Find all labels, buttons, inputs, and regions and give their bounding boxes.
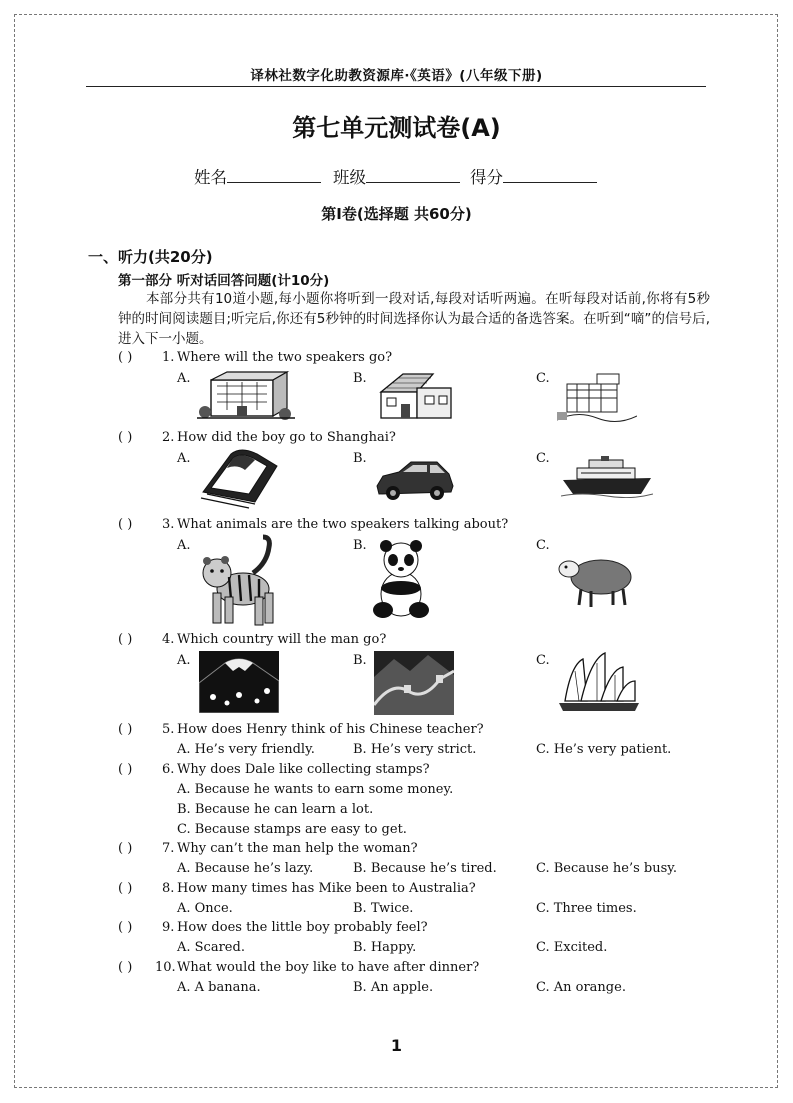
- question-text: Where will the two speakers go?: [177, 350, 393, 365]
- hospital-building-icon[interactable]: [197, 370, 295, 422]
- question-number: 6.: [162, 762, 175, 777]
- option-letter: A.: [177, 538, 191, 553]
- question-text: What animals are the two speakers talking about?: [177, 517, 509, 532]
- question-number: 7.: [162, 841, 175, 856]
- option-b[interactable]: B. Twice.: [353, 901, 414, 916]
- section-title: 一、听力(共20分): [88, 248, 213, 266]
- option-a[interactable]: A. A banana.: [177, 980, 261, 995]
- question-number: 1.: [162, 350, 175, 365]
- option-letter: B.: [353, 538, 367, 553]
- option-a[interactable]: A. Because he wants to earn some money.: [177, 782, 454, 797]
- name-field[interactable]: [194, 164, 321, 188]
- answer-bracket[interactable]: ( ): [118, 881, 133, 896]
- option-c[interactable]: C. Because stamps are easy to get.: [177, 822, 407, 837]
- question-text: How many times has Mike been to Australia?: [177, 881, 476, 896]
- option-letter: B.: [353, 371, 367, 386]
- mount-fuji-icon[interactable]: [199, 651, 279, 713]
- great-wall-icon[interactable]: [374, 651, 454, 715]
- option-c[interactable]: C. Three times.: [536, 901, 637, 916]
- option-c[interactable]: C. Excited.: [536, 940, 608, 955]
- class-blank[interactable]: [366, 168, 460, 183]
- section-subtitle: 第一部分 听对话回答问题(计10分): [118, 273, 330, 289]
- car-icon[interactable]: [375, 456, 455, 502]
- question-text: What would the boy like to have after dinner?: [177, 960, 480, 975]
- option-a[interactable]: A. Because he’s lazy.: [177, 861, 314, 876]
- section-instructions: 本部分共有10道小题,每小题你将听到一段对话,每段对话听两遍。在听每段对话前,你将有5秒钟的时间阅读题目;听完后,你还有5秒钟的时间选择你认为最合适的备选答案。在听到“嘀”的信号后,进入下一小题。: [118, 291, 710, 347]
- question-number: 8.: [162, 881, 175, 896]
- answer-bracket[interactable]: ( ): [118, 762, 133, 777]
- train-icon[interactable]: [197, 448, 281, 510]
- question-text: How did the boy go to Shanghai?: [177, 430, 396, 445]
- question-number: 3.: [162, 517, 175, 532]
- option-letter: B.: [353, 451, 367, 466]
- option-a[interactable]: A. He’s very friendly.: [177, 742, 315, 757]
- house-icon[interactable]: [377, 370, 455, 422]
- answer-bracket[interactable]: ( ): [118, 430, 133, 445]
- answer-bracket[interactable]: ( ): [118, 722, 133, 737]
- name-label: 姓名: [194, 168, 227, 187]
- option-c[interactable]: C. He’s very patient.: [536, 742, 672, 757]
- question-number: 5.: [162, 722, 175, 737]
- question-text: How does the little boy probably feel?: [177, 920, 428, 935]
- score-label: 得分: [470, 168, 503, 187]
- option-a[interactable]: A. Once.: [177, 901, 233, 916]
- option-letter: A.: [177, 371, 191, 386]
- ship-icon[interactable]: [561, 456, 653, 498]
- class-label: 班级: [333, 168, 366, 187]
- option-letter: C.: [536, 538, 550, 553]
- question-number: 2.: [162, 430, 175, 445]
- option-c[interactable]: C. An orange.: [536, 980, 626, 995]
- header-series: 译林社数字化助教资源库·《英语》(八年级下册): [250, 68, 543, 84]
- class-field[interactable]: [333, 164, 460, 188]
- option-c[interactable]: C. Because he’s busy.: [536, 861, 678, 876]
- page-title: 第七单元测试卷(A): [292, 114, 501, 142]
- question-number: 4.: [162, 632, 175, 647]
- option-letter: B.: [353, 653, 367, 668]
- question-text: Why can’t the man help the woman?: [177, 841, 418, 856]
- option-letter: A.: [177, 451, 191, 466]
- question-number: 9.: [162, 920, 175, 935]
- option-letter: A.: [177, 653, 191, 668]
- option-letter: C.: [536, 653, 550, 668]
- option-letter: C.: [536, 451, 550, 466]
- answer-bracket[interactable]: ( ): [118, 960, 133, 975]
- header-rule: [86, 86, 706, 87]
- answer-bracket[interactable]: ( ): [118, 517, 133, 532]
- option-b[interactable]: B. Because he’s tired.: [353, 861, 497, 876]
- answer-bracket[interactable]: ( ): [118, 841, 133, 856]
- score-blank[interactable]: [503, 168, 597, 183]
- answer-bracket[interactable]: ( ): [118, 920, 133, 935]
- question-text: Why does Dale like collecting stamps?: [177, 762, 430, 777]
- option-b[interactable]: B. He’s very strict.: [353, 742, 477, 757]
- page-number: 1: [390, 1036, 403, 1055]
- tiger-icon[interactable]: [197, 533, 283, 629]
- question-text: Which country will the man go?: [177, 632, 387, 647]
- option-letter: C.: [536, 371, 550, 386]
- score-field[interactable]: [470, 164, 597, 188]
- name-blank[interactable]: [227, 168, 321, 183]
- question-text: How does Henry think of his Chinese teacher?: [177, 722, 484, 737]
- option-b[interactable]: B. An apple.: [353, 980, 434, 995]
- option-a[interactable]: A. Scared.: [177, 940, 245, 955]
- question-number: 10.: [155, 960, 176, 975]
- sheep-icon[interactable]: [557, 555, 633, 609]
- answer-bracket[interactable]: ( ): [118, 632, 133, 647]
- museum-building-icon[interactable]: [557, 370, 637, 424]
- panda-icon[interactable]: [373, 538, 429, 620]
- option-b[interactable]: B. Because he can learn a lot.: [177, 802, 374, 817]
- sydney-opera-house-icon[interactable]: [557, 651, 641, 715]
- answer-bracket[interactable]: ( ): [118, 350, 133, 365]
- option-b[interactable]: B. Happy.: [353, 940, 417, 955]
- part-title: 第Ⅰ卷(选择题 共60分): [321, 205, 472, 223]
